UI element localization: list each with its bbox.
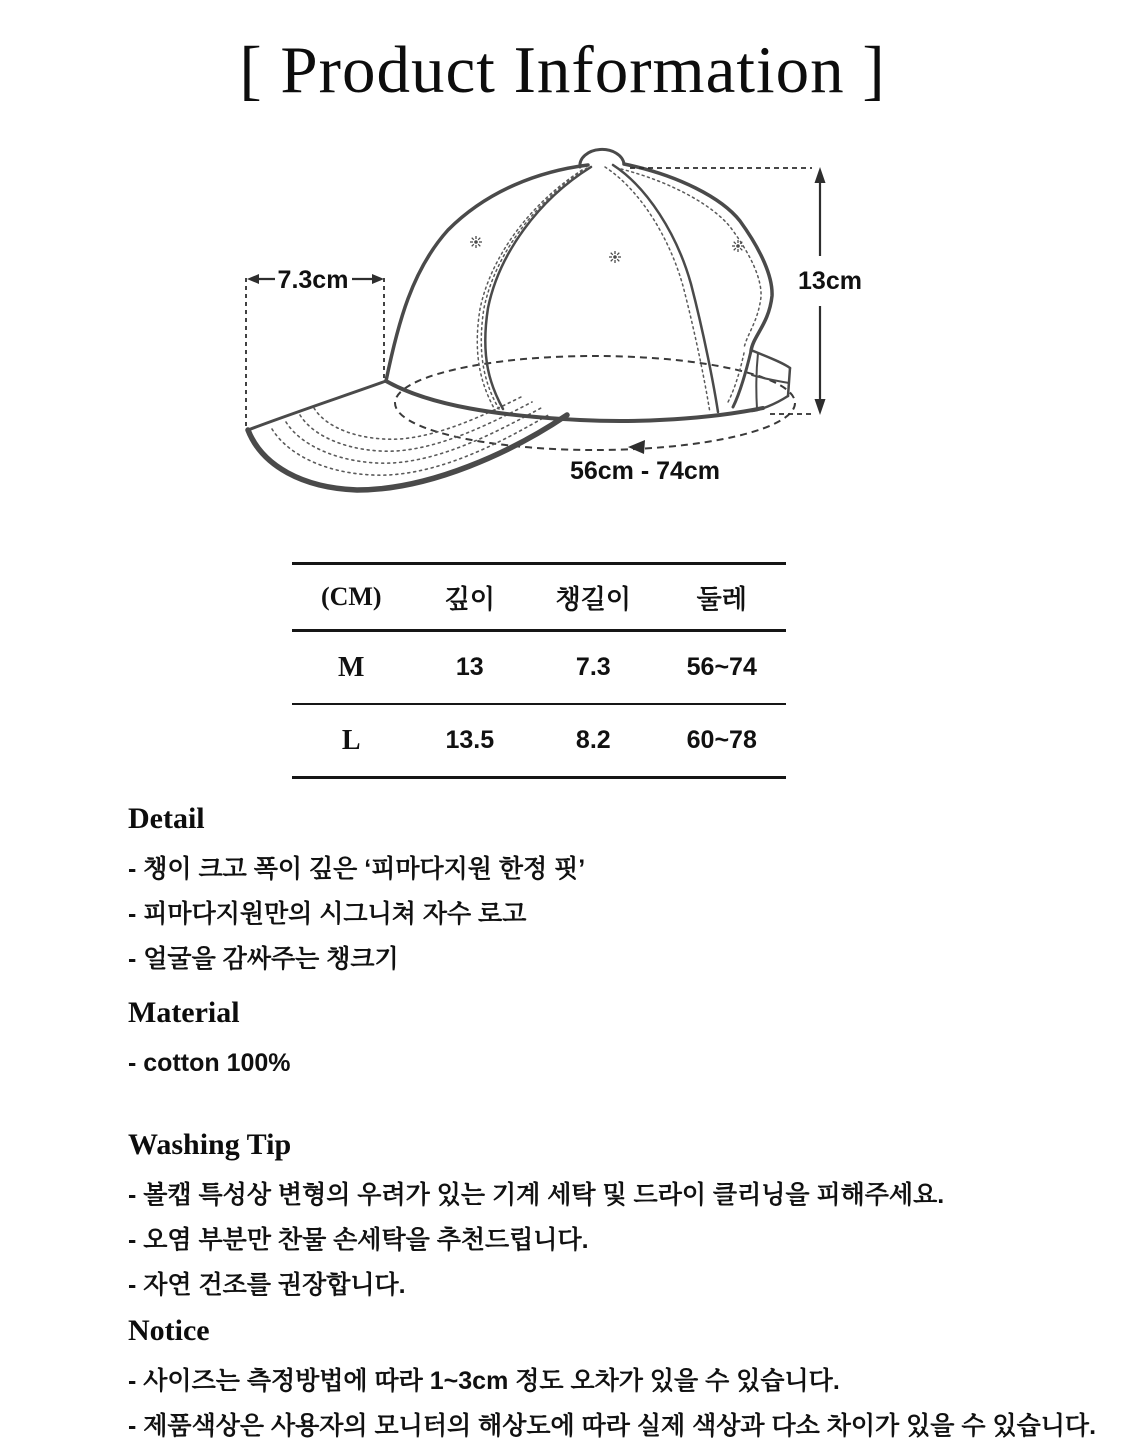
size-m-label: M [338,651,365,683]
size-l-circumference: 60~78 [686,726,757,754]
list-item: - 피마다지원만의 시그니쳐 자수 로고 [128,900,527,928]
section-heading: Notice [128,1314,210,1347]
col-header-cm: (CM) [320,582,382,611]
circumference-label: 56cm - 74cm [569,457,721,485]
section-heading: Material [128,996,240,1029]
size-m-brim: 7.3 [575,653,611,681]
brim-length-label: 7.3cm [277,266,349,294]
arrow-left-icon [247,274,259,284]
arrow-left-icon [628,440,645,454]
list-item: - 얼굴을 감싸주는 챙크기 [128,945,399,973]
table-row [292,632,786,705]
size-table [292,562,786,779]
cap-diagram [200,138,900,518]
size-m-depth: 13 [455,653,484,681]
size-table-header-row [292,565,786,632]
size-l-brim: 8.2 [575,726,611,754]
list-item: - 오염 부분만 찬물 손세탁을 추천드립니다. [128,1226,589,1254]
arrow-up-icon [815,167,826,183]
section-detail [128,800,1088,982]
measure-circumference [570,440,720,485]
list-item: - 사이즈는 측정방법에 따라 1~3cm 정도 오차가 있을 수 있습니다. [128,1367,840,1395]
page-title: [ Product Information ] [239,33,886,107]
cap-back-strap [751,350,790,411]
list-item: - 볼캡 특성상 변형의 우려가 있는 기계 세탁 및 드라이 클리닝을 피해주세요. [128,1181,945,1209]
arrow-right-icon [372,274,384,284]
size-l-depth: 13.5 [445,726,495,754]
table-row [292,705,786,776]
list-item: - cotton 100% [128,1049,291,1077]
list-item: - 제품색상은 사용자의 모니터의 해상도에 따라 실제 색상과 다소 차이가 있을 수 있습니다. [128,1412,1097,1440]
section-notice [128,1312,1097,1449]
col-header-depth: 깊이 [444,583,495,614]
height-label: 13cm [798,267,862,295]
section-heading: Washing Tip [128,1128,292,1161]
col-header-circumference: 둘레 [696,583,747,614]
list-item: - 챙이 크고 폭이 깊은 ‘피마다지원 한정 핏’ [128,855,586,883]
size-m-circumference: 56~74 [686,653,757,681]
col-header-brim: 챙길이 [555,583,631,614]
section-washing-tip [128,1126,1088,1308]
size-l-label: L [341,724,361,756]
section-heading: Detail [128,802,205,835]
arrow-down-icon [815,399,826,415]
section-material [128,994,1088,1086]
list-item: - 자연 건조를 권장합니다. [128,1271,406,1299]
